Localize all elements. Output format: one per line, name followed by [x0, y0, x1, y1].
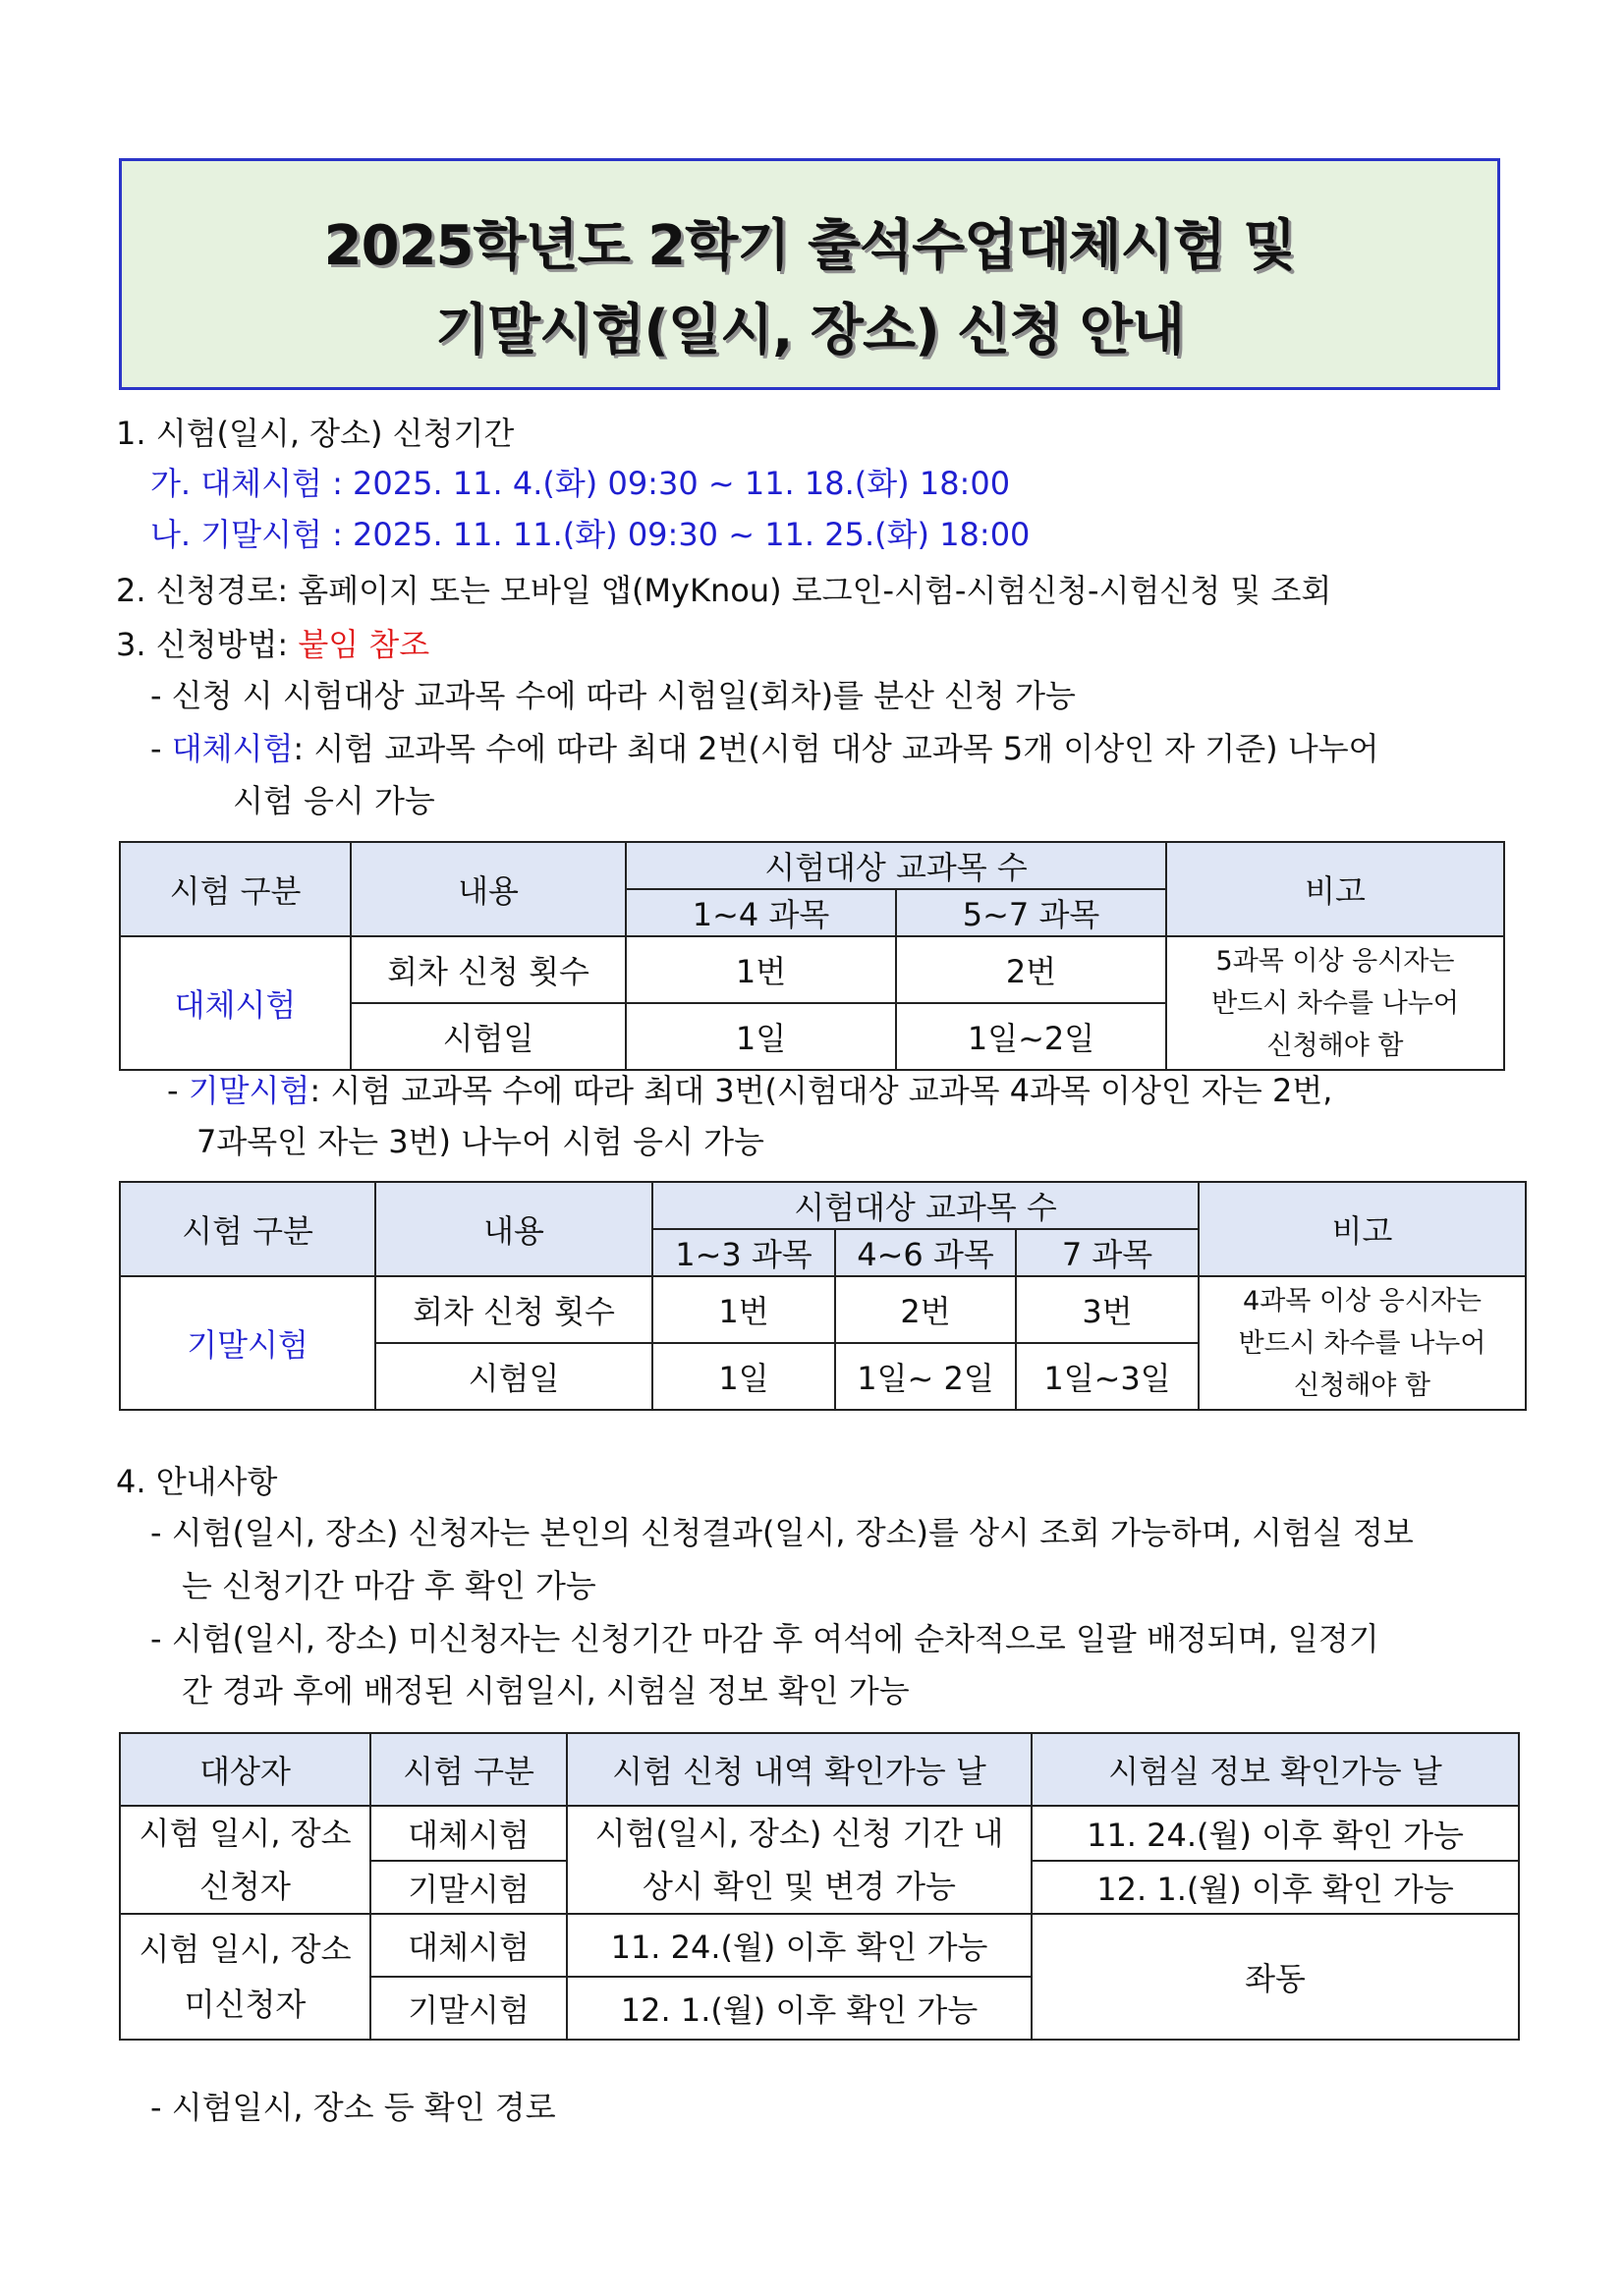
t2-header-c2: 4~6 과목 — [835, 1229, 1016, 1276]
t1-note-line2: 반드시 차수를 나누어 — [1211, 987, 1459, 1019]
table-confirmation-dates — [119, 1732, 1520, 2041]
t1-row1-c1: 1번 — [626, 936, 896, 1003]
t2-row1-label: 회차 신청 횟수 — [375, 1276, 652, 1343]
bullet3-text: : 시험 교과목 수에 따라 최대 3번(시험대상 교과목 4과목 이상인 자는 2번, — [309, 1072, 1333, 1109]
t3-group1-row2-room: 12. 1.(월) 이후 확인 가능 — [1032, 1861, 1519, 1914]
section3-heading-prefix: 3. 신청방법: — [116, 626, 299, 663]
section1-item-ga: 가. 대체시험 : 2025. 11. 4.(화) 09:30 ~ 11. 18.(화) 18:00 — [150, 465, 1011, 502]
bullet2-text: : 시험 교과목 수에 따라 최대 2번(시험 대상 교과목 5개 이상인 자 기준) 나누어 — [293, 730, 1379, 767]
section3-bullet3-cont: 7과목인 자는 3번) 나누어 시험 응시 가능 — [196, 1123, 764, 1160]
t1-row2-c1: 1일 — [626, 1003, 896, 1070]
t3-group1-target — [120, 1806, 370, 1914]
t3-group1-history-line1: 시험(일시, 장소) 신청 기간 내 — [594, 1815, 1004, 1852]
t3-header-history: 시험 신청 내역 확인가능 날 — [567, 1733, 1032, 1806]
t3-group2-row1-history: 11. 24.(월) 이후 확인 가능 — [567, 1914, 1032, 1977]
t2-header-note: 비고 — [1199, 1182, 1526, 1276]
t1-note — [1166, 936, 1504, 1070]
page-title-line2: 기말시험(일시, 장소) 신청 안내 — [434, 299, 1185, 363]
section4-bullet1-cont: 는 신청기간 마감 후 확인 가능 — [182, 1567, 596, 1604]
bullet2-prefix: - — [150, 730, 172, 767]
t1-note-line1: 5과목 이상 응시자는 — [1215, 945, 1455, 977]
page-title-line1: 2025학년도 2학기 출석수업대체시험 및 — [323, 214, 1296, 278]
t1-note-line3: 신청해야 함 — [1266, 1030, 1404, 1061]
t2-header-count: 시험대상 교과목 수 — [652, 1182, 1199, 1229]
t1-row2-label: 시험일 — [351, 1003, 626, 1070]
title-box — [119, 158, 1500, 390]
t3-group1-row1-type: 대체시험 — [370, 1806, 567, 1861]
t1-row1-c2: 2번 — [896, 936, 1166, 1003]
t2-row2-label: 시험일 — [375, 1343, 652, 1410]
t3-group2-row1-type: 대체시험 — [370, 1914, 567, 1977]
t1-row2-c2: 1일~2일 — [896, 1003, 1166, 1070]
table-substitute-exam — [119, 841, 1505, 1071]
t3-group2-target — [120, 1914, 370, 2040]
t3-group2-room: 좌동 — [1032, 1914, 1519, 2040]
t2-row2-c3: 1일~3일 — [1016, 1343, 1199, 1410]
section4-bullet1: - 시험(일시, 장소) 신청자는 본인의 신청결과(일시, 장소)를 상시 조회 가능하며, 시험실 정보 — [150, 1514, 1414, 1551]
section3-bullet2 — [150, 729, 1379, 768]
t2-type: 기말시험 — [120, 1276, 375, 1410]
t2-row1-c1: 1번 — [652, 1276, 835, 1343]
t3-group2-row2-history: 12. 1.(월) 이후 확인 가능 — [567, 1977, 1032, 2040]
t1-header-count: 시험대상 교과목 수 — [626, 842, 1166, 889]
t2-note — [1199, 1276, 1526, 1410]
t2-note-line2: 반드시 차수를 나누어 — [1238, 1327, 1486, 1359]
t2-row2-c2: 1일~ 2일 — [835, 1343, 1016, 1410]
t1-row1-label: 회차 신청 횟수 — [351, 936, 626, 1003]
bullet3-label: 기말시험 — [188, 1072, 310, 1109]
t3-group1-row2-type: 기말시험 — [370, 1861, 567, 1914]
bullet3-prefix: - — [167, 1072, 189, 1109]
t3-header-target: 대상자 — [120, 1733, 370, 1806]
section4-bullet2: - 시험(일시, 장소) 미신청자는 신청기간 마감 후 여석에 순차적으로 일괄 배정되며, 일정기 — [150, 1620, 1379, 1657]
section3-bullet3 — [167, 1071, 1332, 1110]
t1-header-c2: 5~7 과목 — [896, 889, 1166, 936]
section4-bullet2-cont: 간 경과 후에 배정된 시험일시, 시험실 정보 확인 가능 — [182, 1672, 910, 1709]
t3-header-type: 시험 구분 — [370, 1733, 567, 1806]
section4-bullet3: - 시험일시, 장소 등 확인 경로 — [150, 2089, 556, 2126]
section2-text: 2. 신청경로: 홈페이지 또는 모바일 앱(MyKnou) 로그인-시험-시험신청-시험신청 및 조회 — [116, 572, 1332, 609]
t3-group1-history — [567, 1806, 1032, 1914]
t2-header-type: 시험 구분 — [120, 1182, 375, 1276]
t2-row1-c3: 3번 — [1016, 1276, 1199, 1343]
section3-heading — [116, 625, 429, 664]
table-final-exam — [119, 1181, 1527, 1411]
t3-group1-target-line2: 신청자 — [199, 1868, 291, 1905]
section3-bullet1: - 신청 시 시험대상 교과목 수에 따라 시험일(회차)를 분산 신청 가능 — [150, 677, 1076, 714]
section4-heading: 4. 안내사항 — [116, 1463, 278, 1500]
t2-note-line1: 4과목 이상 응시자는 — [1243, 1285, 1483, 1316]
section1-item-na: 나. 기말시험 : 2025. 11. 11.(화) 09:30 ~ 11. 25.(화) 18:00 — [150, 516, 1031, 553]
t2-header-c1: 1~3 과목 — [652, 1229, 835, 1276]
t1-header-c1: 1~4 과목 — [626, 889, 896, 936]
section3-bullet2-cont: 시험 응시 가능 — [233, 782, 435, 819]
t3-group2-row2-type: 기말시험 — [370, 1977, 567, 2040]
t2-note-line3: 신청해야 함 — [1294, 1370, 1431, 1401]
t1-header-content: 내용 — [351, 842, 626, 936]
t1-header-note: 비고 — [1166, 842, 1504, 936]
t2-header-content: 내용 — [375, 1182, 652, 1276]
bullet2-label: 대체시험 — [171, 730, 294, 767]
t1-header-type: 시험 구분 — [120, 842, 351, 936]
t2-row1-c2: 2번 — [835, 1276, 1016, 1343]
attachment-reference: 붙임 참조 — [298, 626, 430, 663]
t3-header-room: 시험실 정보 확인가능 날 — [1032, 1733, 1519, 1806]
section1-heading: 1. 시험(일시, 장소) 신청기간 — [116, 415, 515, 452]
t3-group2-target-line2: 미신청자 — [184, 1986, 307, 2023]
t3-group1-row1-room: 11. 24.(월) 이후 확인 가능 — [1032, 1806, 1519, 1861]
t2-row2-c1: 1일 — [652, 1343, 835, 1410]
t3-group1-target-line1: 시험 일시, 장소 — [139, 1815, 352, 1852]
t1-type: 대체시험 — [120, 936, 351, 1070]
t2-header-c3: 7 과목 — [1016, 1229, 1199, 1276]
t3-group1-history-line2: 상시 확인 및 변경 가능 — [643, 1868, 956, 1905]
t3-group2-target-line1: 시험 일시, 장소 — [139, 1931, 352, 1968]
